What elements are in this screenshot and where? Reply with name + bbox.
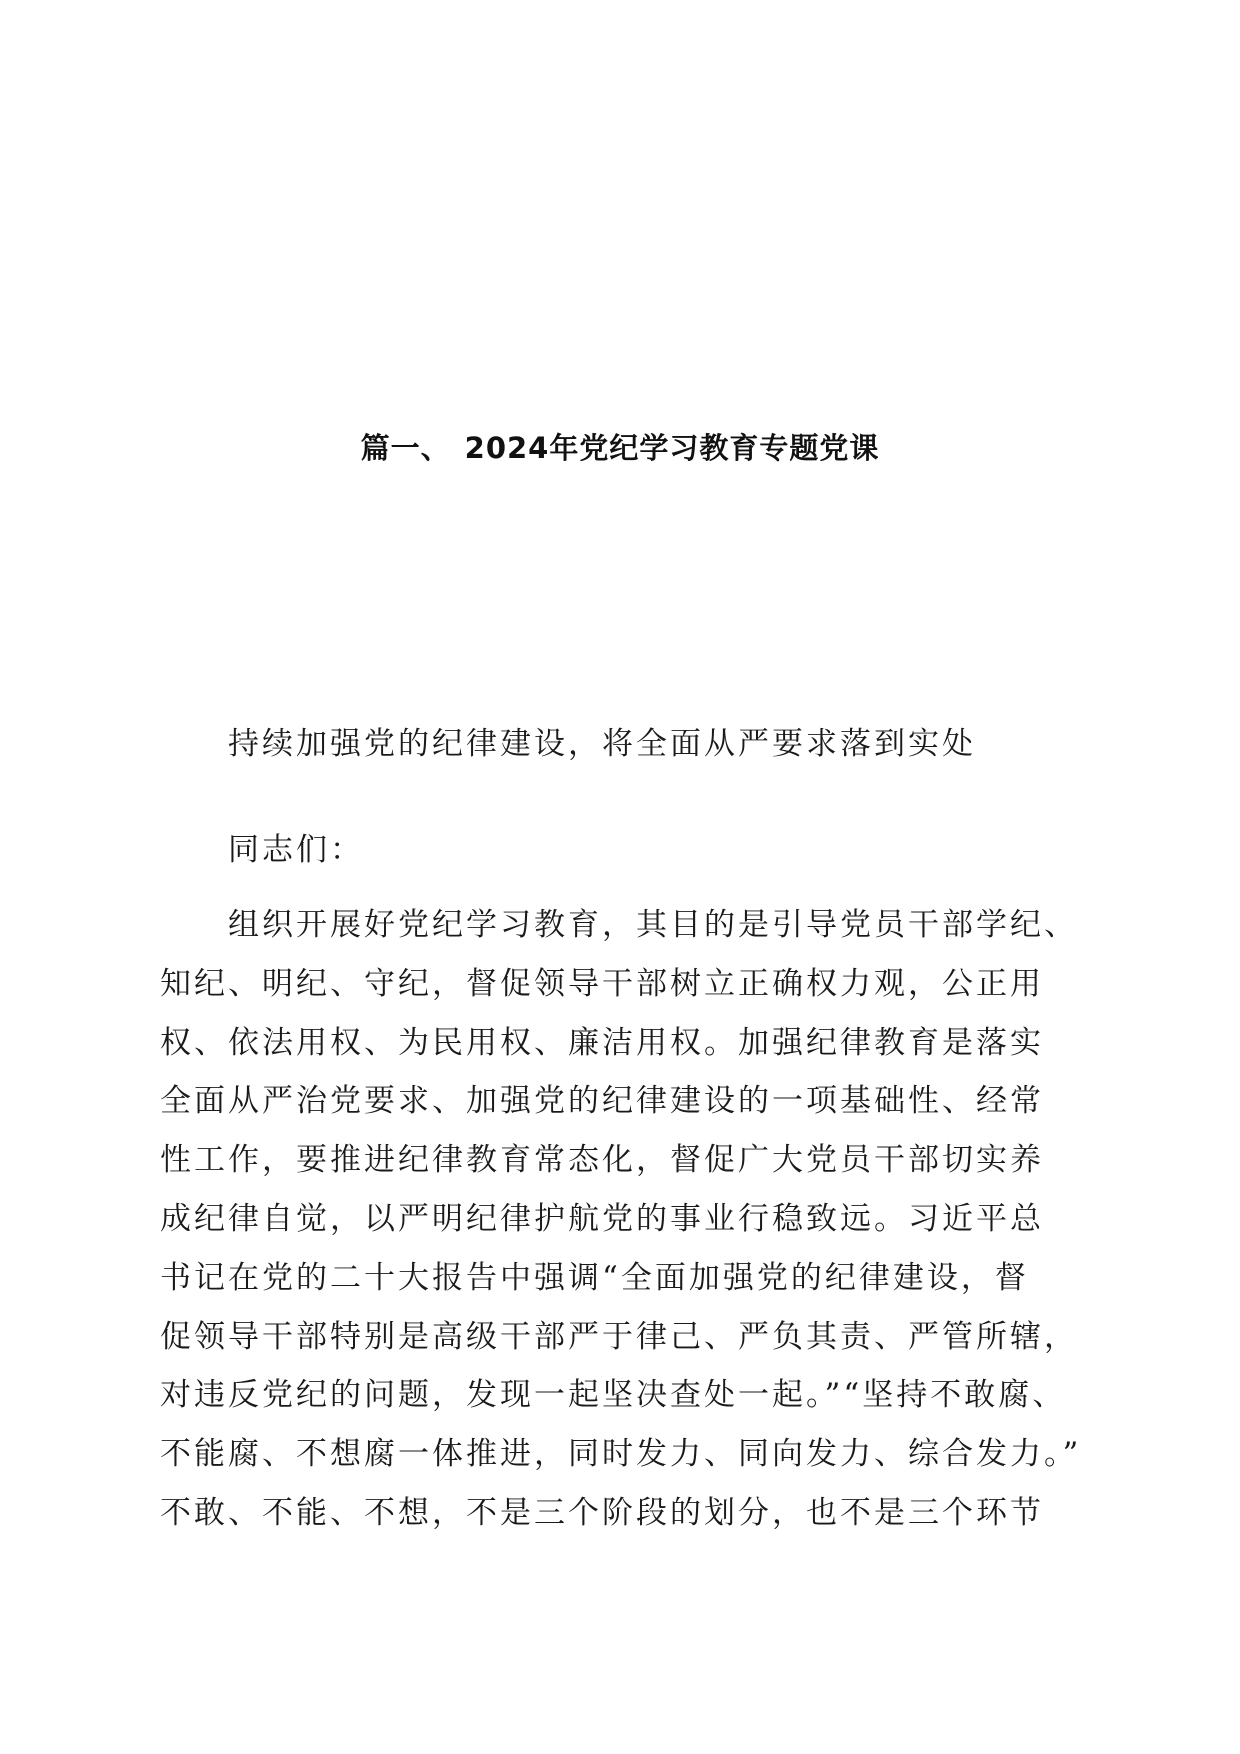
body-line: 性工作，要推进纪律教育常态化，督促广大党员干部切实养 bbox=[160, 1142, 1044, 1179]
body-line: 成纪律自觉，以严明纪律护航党的事业行稳致远。习近平总 bbox=[160, 1200, 1044, 1237]
body-line: 不能腐、不想腐一体推进，同时发力、同向发力、综合发力。” bbox=[160, 1436, 1082, 1473]
body-line: 不敢、不能、不想，不是三个阶段的划分，也不是三个环节 bbox=[160, 1494, 1044, 1531]
body-line: 知纪、明纪、守纪，督促领导干部树立正确权力观，公正用 bbox=[160, 965, 1044, 1002]
speech-subtitle: 持续加强党的纪律建设，将全面从严要求落到实处 bbox=[228, 726, 976, 762]
chapter-prefix: 篇一、 bbox=[360, 431, 451, 465]
chapter-title bbox=[0, 428, 1240, 468]
body-line: 书记在党的二十大报告中强调“全面加强党的纪律建设，督 bbox=[160, 1259, 1029, 1296]
body-line: 对违反党纪的问题，发现一起坚决查处一起。”“坚持不敢腐、 bbox=[160, 1377, 1067, 1414]
salutation: 同志们： bbox=[228, 832, 364, 868]
body-line: 组织开展好党纪学习教育，其目的是引导党员干部学纪、 bbox=[228, 907, 1078, 943]
body-line: 全面从严治党要求、加强党的纪律建设的一项基础性、经常 bbox=[160, 1083, 1044, 1120]
body-paragraph bbox=[160, 896, 1082, 1543]
body-line: 促领导干部特别是高级干部严于律己、严负其责、严管所辖， bbox=[160, 1318, 1078, 1355]
body-line: 权、依法用权、为民用权、廉洁用权。加强纪律教育是落实 bbox=[160, 1024, 1044, 1061]
chapter-title-text: 2024年党纪学习教育专题党课 bbox=[464, 431, 880, 465]
